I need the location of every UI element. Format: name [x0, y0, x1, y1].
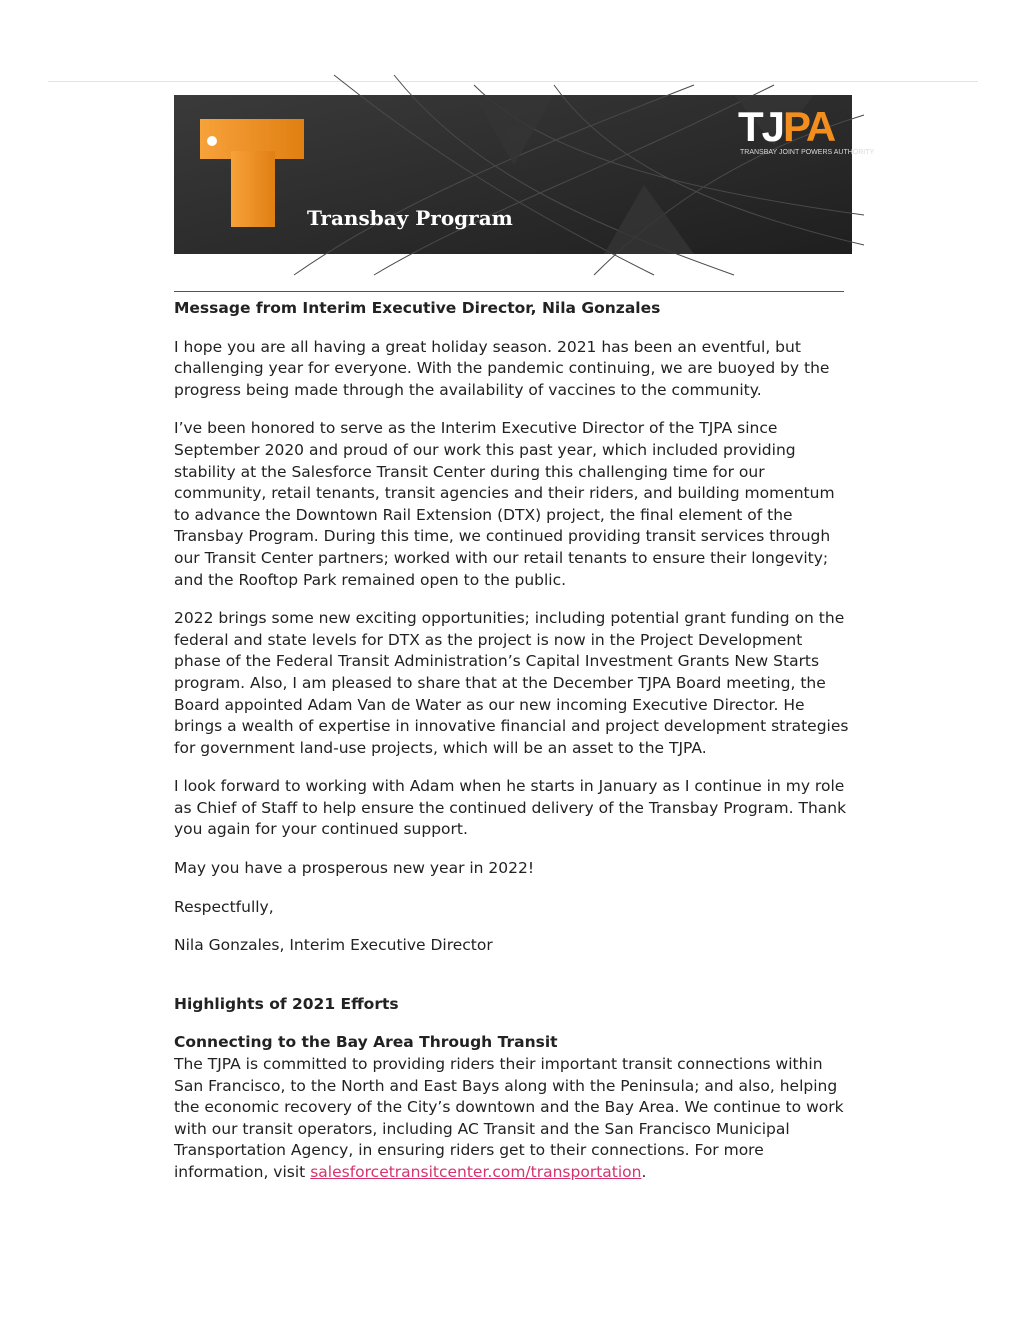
highlights-paragraph: [174, 1054, 854, 1184]
header-banner: [174, 95, 875, 254]
top-divider: [48, 81, 978, 82]
highlights-body: The TJPA is committed to providing riders their important transit connections within San Francisco, to the North and East Bays along with the Peninsula; and also, helping the economic recovery of the City’s downtown and the Bay Area. We continue to work with our transit operators, including AC Transit and the San Francisco Municipal Transportation Agency, in ensuring riders get to their connections. For more information, visit: [174, 1055, 844, 1181]
section-divider: [174, 291, 844, 292]
banner-title: Transbay Program: [307, 206, 513, 230]
message-paragraph: I hope you are all having a great holiday season. 2021 has been an eventful, but challenging year for everyone. With the pandemic continuing, we are buoyed by the progress being made through the availability of vaccines to the community.: [174, 337, 830, 399]
highlights-heading: Highlights of 2021 Efforts: [174, 994, 399, 1013]
link-trailing: .: [641, 1163, 647, 1181]
tjpa-logo: TJPA TRANSBAY JOINT POWERS AUTHORITY: [738, 103, 875, 156]
closing-line: May you have a prosperous new year in 2022!: [174, 859, 535, 878]
message-paragraph: 2022 brings some new exciting opportunities; including potential grant funding on the federal and state levels for DTX as the project is now in the Project Development phase of the Federal Transit Administration’s Capital Investment Grants New Starts program. Also, I am pleased to share that at the December TJPA Board meeting, the Board appointed Adam Van de Water as our new incoming Executive Director. He brings a wealth of expertise in innovative financial and project development strategies for government land-use projects, which will be an asset to the TJPA.: [174, 609, 849, 757]
transportation-link[interactable]: salesforcetransitcenter.com/transportation: [310, 1163, 642, 1181]
signature: Nila Gonzales, Interim Executive Director: [174, 936, 493, 955]
highlights-section-title: Connecting to the Bay Area Through Transit: [174, 1033, 558, 1052]
message-paragraph: I look forward to working with Adam when he starts in January as I continue in my role as Chief of Staff to help ensure the continued delivery of the Transbay Program. Thank you again for your continued support.: [174, 777, 847, 839]
message-heading: Message from Interim Executive Director, Nila Gonzales: [174, 299, 661, 317]
newsletter-body: [174, 298, 854, 1184]
tjpa-tagline: TRANSBAY JOINT POWERS AUTHORITY: [740, 149, 875, 156]
message-paragraph: I’ve been honored to serve as the Interim Executive Director of the TJPA since September 2020 and proud of our work this past year, which included providing stability at the Salesforce Transit Center during this challenging time for our community, retail tenants, transit agencies and their riders, and building momentum to advance the Downtown Rail Extension (DTX) project, the final element of the Transbay Program. During this time, we continued providing transit services through our Transit Center partners; worked with our retail tenants to ensure their longevity; and the Rooftop Park remained open to the public.: [174, 419, 835, 589]
sign-off: Respectfully,: [174, 897, 274, 916]
